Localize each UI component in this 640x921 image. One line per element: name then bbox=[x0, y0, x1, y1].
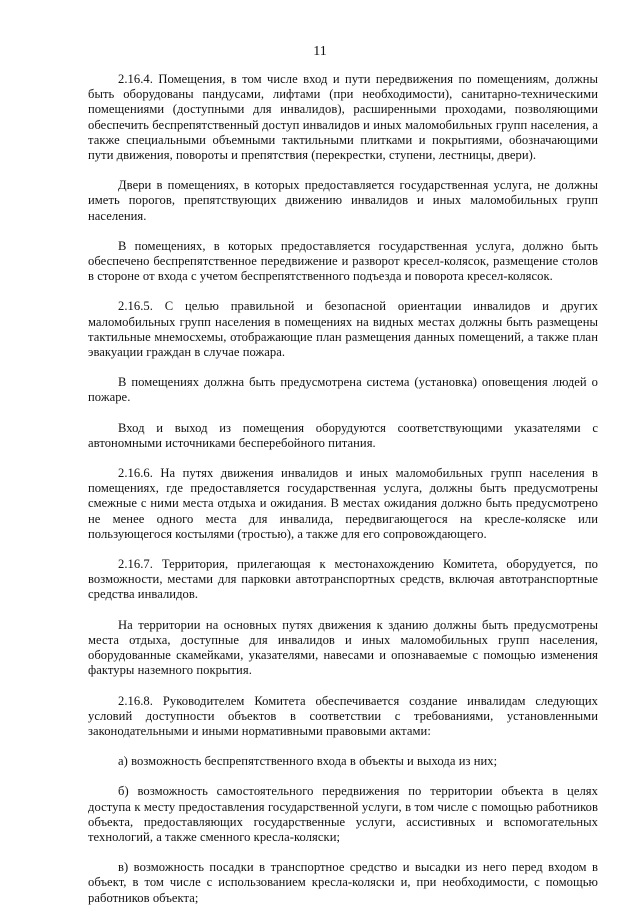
paragraph-fire-alarm: В помещениях должна быть предусмотрена система (установка) оповещения людей о пожаре. bbox=[88, 375, 598, 405]
list-item-a: а) возможность беспрепятственного входа в объекты и выхода из них; bbox=[118, 754, 498, 769]
list-item-b: б) возможность самостоятельного передвижения по территории объекта в целях доступа к месту предоставления государственной услуги, в том числе с помощью работников объекта, предоставляющих государственные услуги, ассистивных и вспомогательных технологий, а также сменного кресла-коляски; bbox=[88, 784, 598, 844]
paragraph-2-16-7: 2.16.7. Территория, прилегающая к местонахождению Комитета, оборудуется, по возможности, местами для парковки автотранспортных средств, включая автотранспортные средства инвалидов. bbox=[88, 557, 598, 602]
paragraph-2-16-6: 2.16.6. На путях движения инвалидов и иных маломобильных групп населения в помещениях, где предоставляется государственная услуга, должны быть предусмотрены смежные с ними места отдыха и ожидания. В местах ожидания должно быть предусмотрено не менее одного места для инвалида, передвигающегося на кресле-коляске или пользующегося костылями (тростью), а также для его сопровождающего. bbox=[88, 466, 598, 541]
paragraph-2-16-4: 2.16.4. Помещения, в том числе вход и пути передвижения по помещениям, должны быть оборудованы пандусами, лифтами (при необходимости), санитарно-техническими помещениями (доступными для инвалидов), расширенными проходами, позволяющими обеспечить беспрепятственный доступ инвалидов и иных маломобильных групп населения, а также специальными объемными тактильными плитками и покрытиями, обозначающими пути движения, повороты и препятствия (перекрестки, ступени, лестницы, двери). bbox=[88, 72, 598, 163]
document-body bbox=[88, 72, 598, 921]
page-number: 11 bbox=[313, 44, 327, 59]
paragraph-wheelchair-movement: В помещениях, в которых предоставляется государственная услуга, должно быть обеспечено беспрепятственное передвижение и разворот кресел-колясок, размещение столов в стороне от входа с учетом беспрепятственного подъезда и поворота кресел-колясок. bbox=[88, 238, 598, 284]
paragraph-entrance-signs: Вход и выход из помещения оборудуются соответствующими указателями с автономными источниками бесперебойного питания. bbox=[88, 420, 598, 450]
paragraph-doors: Двери в помещениях, в которых предоставляется государственная услуга, не должны иметь порогов, препятствующих движению инвалидов и иных маломобильных групп населения. bbox=[88, 178, 598, 223]
paragraph-2-16-8: 2.16.8. Руководителем Комитета обеспечивается создание инвалидам следующих условий доступности объектов в соответствии с требованиями, установленными законодательными и иными нормативными правовыми актами: bbox=[88, 693, 598, 738]
list-item-v: в) возможность посадки в транспортное средство и высадки из него перед входом в объект, в том числе с использованием кресла-коляски и, при необходимости, с помощью работников объекта; bbox=[88, 860, 598, 905]
paragraph-territory-rest-places: На территории на основных путях движения к зданию должны быть предусмотрены места отдыха, доступные для инвалидов и иных маломобильных групп населения, оборудованные скамейками, указателями, навесами и опознаваемые с помощью изменения фактуры наземного покрытия. bbox=[88, 617, 598, 678]
paragraph-2-16-5: 2.16.5. С целью правильной и безопасной ориентации инвалидов и других маломобильных групп населения в помещениях на видных местах должны быть размещены тактильные мнемосхемы, отображающие план размещения данных помещений, а также план эвакуации граждан в случае пожара. bbox=[88, 299, 598, 360]
